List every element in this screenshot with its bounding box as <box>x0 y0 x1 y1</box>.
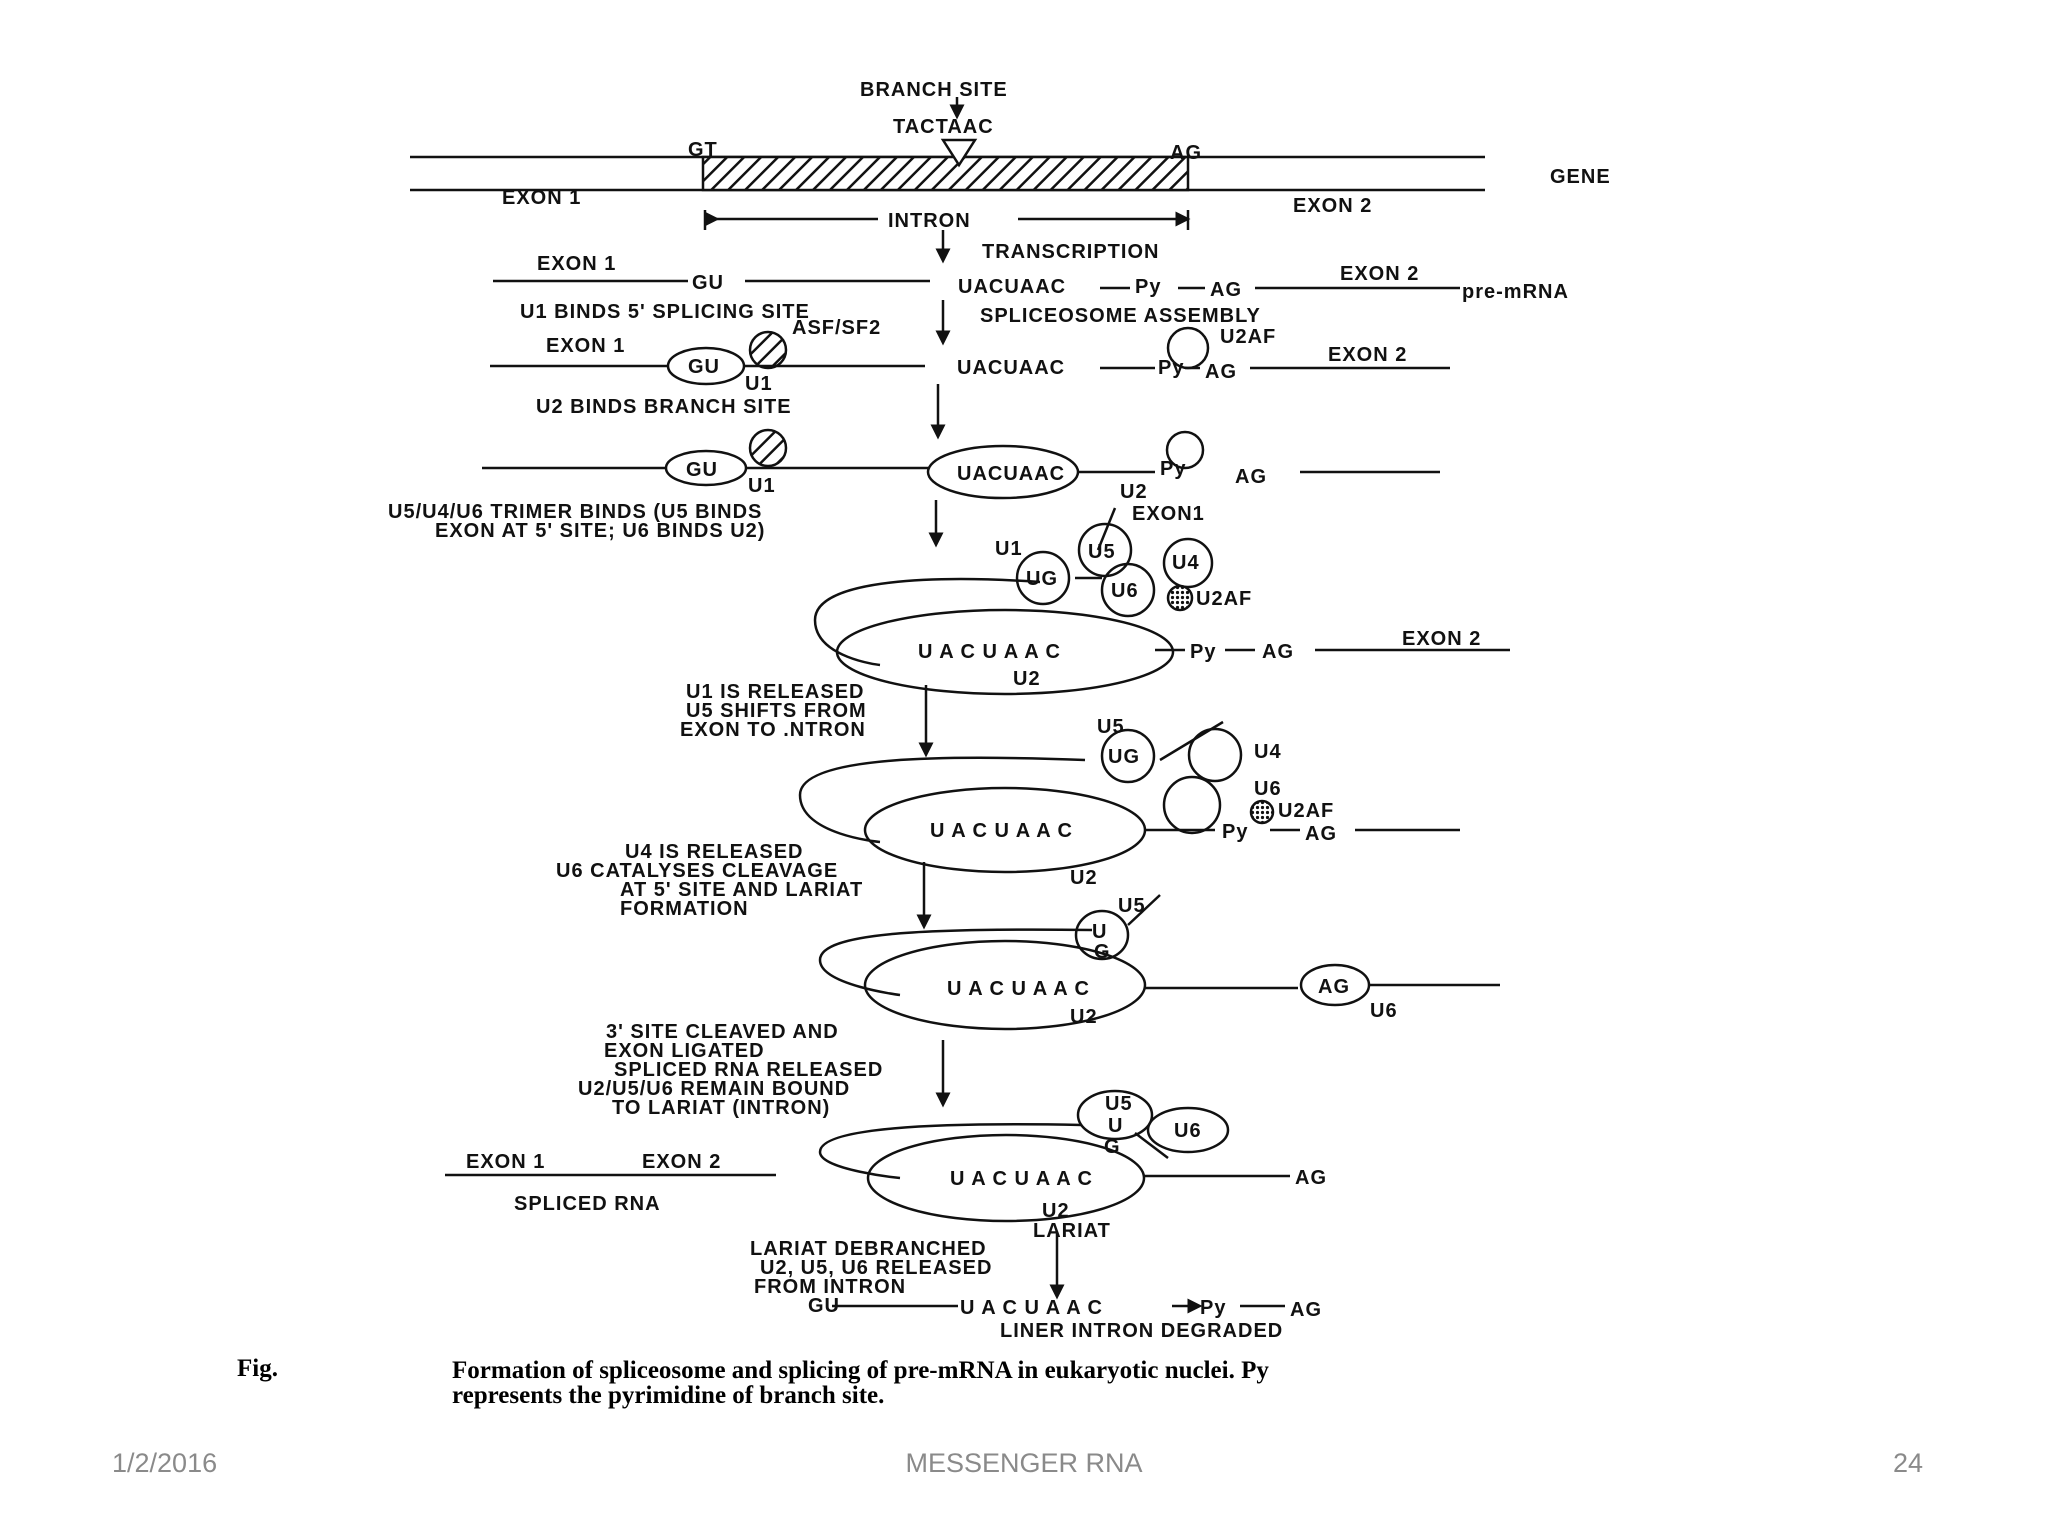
label-s2-seq: UACUAAC <box>957 357 1066 379</box>
u2af-dot-5 <box>1251 801 1273 823</box>
label-lig-2: EXON LIGATED <box>604 1040 765 1062</box>
caption-line2: represents the pyrimidine of branch site. <box>452 1382 885 1409</box>
label-lig-4: U2/U5/U6 REMAIN BOUND <box>578 1078 851 1100</box>
label-s5-seq: U A C U A A C <box>930 820 1073 842</box>
label-s2-gu: GU <box>688 356 720 378</box>
label-s7-lariat: LARIAT <box>1033 1220 1111 1242</box>
label-s2-ag: AG <box>1205 361 1237 383</box>
u1-release-stage <box>800 722 1460 872</box>
label-s7-u5: U5 <box>1105 1093 1133 1115</box>
label-s8-degraded: LINER INTRON DEGRADED <box>1000 1320 1284 1342</box>
label-s2-u1: U1 <box>745 373 773 395</box>
label-branch-site: BRANCH SITE <box>860 79 1008 101</box>
trimer-binding-stage <box>815 508 1510 694</box>
label-deb-1: LARIAT DEBRANCHED <box>750 1238 987 1260</box>
label-lig-1: 3' SITE CLEAVED AND <box>606 1021 839 1043</box>
label-s3-seq: UACUAAC <box>957 463 1066 485</box>
label-s7-exon1: EXON 1 <box>466 1151 546 1173</box>
label-s2-u2af: U2AF <box>1220 326 1277 348</box>
u6-circle-5 <box>1164 777 1220 833</box>
asf-sf2-factor <box>750 332 786 368</box>
label-assembly: SPLICEOSOME ASSEMBLY <box>980 305 1261 327</box>
label-u4-rel-1: U4 IS RELEASED <box>625 841 804 863</box>
label-s5-u4: U4 <box>1254 741 1282 763</box>
label-transcription: TRANSCRIPTION <box>982 241 1160 263</box>
u2af-dot-4 <box>1168 586 1192 610</box>
label-s7-u: U <box>1108 1115 1124 1137</box>
label-trimer-2: EXON AT 5' SITE; U6 BINDS U2) <box>435 520 766 542</box>
label-pre-ag: AG <box>1210 279 1242 301</box>
label-u4-rel-4: FORMATION <box>620 898 749 920</box>
label-pre-mrna: pre-mRNA <box>1462 281 1569 303</box>
label-s2-exon1: EXON 1 <box>546 335 626 357</box>
label-s6-u: U <box>1092 921 1108 943</box>
lariat-formation-stage <box>820 895 1500 1029</box>
label-s5-u6: U6 <box>1254 778 1282 800</box>
label-s4-u5: U5 <box>1088 541 1116 563</box>
label-s6-u2: U2 <box>1070 1006 1098 1028</box>
label-s4-u1: U1 <box>995 538 1023 560</box>
label-s6-u6: U6 <box>1370 1000 1398 1022</box>
label-lig-3: SPLICED RNA RELEASED <box>614 1059 884 1081</box>
label-s8-ag: AG <box>1290 1299 1322 1321</box>
label-branch-seq: TACTAAC <box>893 116 994 138</box>
label-s2-exon2: EXON 2 <box>1328 344 1408 366</box>
label-s4-u6: U6 <box>1111 580 1139 602</box>
label-asf: ASF/SF2 <box>792 317 882 339</box>
label-s7-u2: U2 <box>1042 1200 1070 1222</box>
label-u4-rel-2: U6 CATALYSES CLEAVAGE <box>556 860 839 882</box>
label-s4-u4: U4 <box>1172 552 1200 574</box>
label-s3-u1: U1 <box>748 475 776 497</box>
label-gene-exon2: EXON 2 <box>1293 195 1373 217</box>
label-gene: GENE <box>1550 166 1611 188</box>
label-s7-g: G <box>1104 1136 1121 1158</box>
label-u2-binds: U2 BINDS BRANCH SITE <box>536 396 792 418</box>
label-s7-u6: U6 <box>1174 1120 1202 1142</box>
label-s8-gu: GU <box>808 1295 840 1317</box>
label-s4-ug: UG <box>1026 568 1058 590</box>
label-s5-py: Py <box>1222 821 1249 843</box>
intron-hatched-region <box>703 157 1188 190</box>
label-s6-g: G <box>1094 941 1111 963</box>
label-gene-exon1: EXON 1 <box>502 187 582 209</box>
label-s6-ag: AG <box>1318 976 1350 998</box>
label-s4-seq: U A C U A A C <box>918 641 1061 663</box>
label-s2-py: Py <box>1158 357 1185 379</box>
step-arrows <box>924 230 1057 1292</box>
label-s4-u2: U2 <box>1013 668 1041 690</box>
footer-page-number: 24 <box>1892 1448 1923 1478</box>
label-s4-u2af: U2AF <box>1196 588 1253 610</box>
label-s5-u5: U5 <box>1097 716 1125 738</box>
label-s8-seq: U A C U A A C <box>960 1297 1103 1319</box>
caption-fig: Fig. <box>237 1355 278 1382</box>
label-ag: AG <box>1170 142 1202 164</box>
footer-date: 1/2/2016 <box>112 1448 218 1478</box>
label-pre-exon1: EXON 1 <box>537 253 617 275</box>
label-u4-rel-3: AT 5' SITE AND LARIAT <box>620 879 864 901</box>
label-s4-exon2: EXON 2 <box>1402 628 1482 650</box>
label-s5-u2: U2 <box>1070 867 1098 889</box>
label-s4-exon1: EXON1 <box>1132 503 1205 525</box>
label-s3-ag: AG <box>1235 466 1267 488</box>
label-pre-gu: GU <box>692 272 724 294</box>
diagram-labels <box>388 79 1611 1342</box>
caption-line1: Formation of spliceosome and splicing of pre-mRNA in eukaryotic nuclei. Py <box>452 1357 1269 1384</box>
label-s5-u2af: U2AF <box>1278 800 1335 822</box>
label-gt: GT <box>688 139 718 161</box>
label-s3-u2: U2 <box>1120 481 1148 503</box>
label-s7-exon2: EXON 2 <box>642 1151 722 1173</box>
figure-caption <box>237 1355 1269 1409</box>
label-pre-seq: UACUAAC <box>958 276 1067 298</box>
label-s7-seq: U A C U A A C <box>950 1168 1093 1190</box>
label-lig-5: TO LARIAT (INTRON) <box>612 1097 831 1119</box>
footer-title: MESSENGER RNA <box>905 1448 1143 1478</box>
label-s5-ug: UG <box>1108 746 1140 768</box>
label-deb-2: U2, U5, U6 RELEASED <box>760 1257 993 1279</box>
label-deb-3: FROM INTRON <box>754 1276 907 1298</box>
label-pre-py: Py <box>1135 276 1162 298</box>
label-s3-gu: GU <box>686 459 718 481</box>
label-u1-rel-2: U5 SHIFTS FROM <box>686 700 867 722</box>
label-s8-py: Py <box>1200 1297 1227 1319</box>
label-s3-py: Py <box>1160 458 1187 480</box>
label-s7-ag: AG <box>1295 1167 1327 1189</box>
label-pre-exon2: EXON 2 <box>1340 263 1420 285</box>
label-s4-py: Py <box>1190 641 1217 663</box>
label-intron: INTRON <box>888 210 971 232</box>
label-trimer-1: U5/U4/U6 TRIMER BINDS (U5 BINDS <box>388 501 763 523</box>
label-u1-rel-1: U1 IS RELEASED <box>686 681 865 703</box>
label-u1-binds: U1 BINDS 5' SPLICING SITE <box>520 301 810 323</box>
label-s5-ag: AG <box>1305 823 1337 845</box>
label-u1-rel-3: EXON TO .NTRON <box>680 719 866 741</box>
label-s6-u5: U5 <box>1118 895 1146 917</box>
label-s6-seq: U A C U A A C <box>947 978 1090 1000</box>
label-s4-ag: AG <box>1262 641 1294 663</box>
label-s7-spliced: SPLICED RNA <box>514 1193 661 1215</box>
